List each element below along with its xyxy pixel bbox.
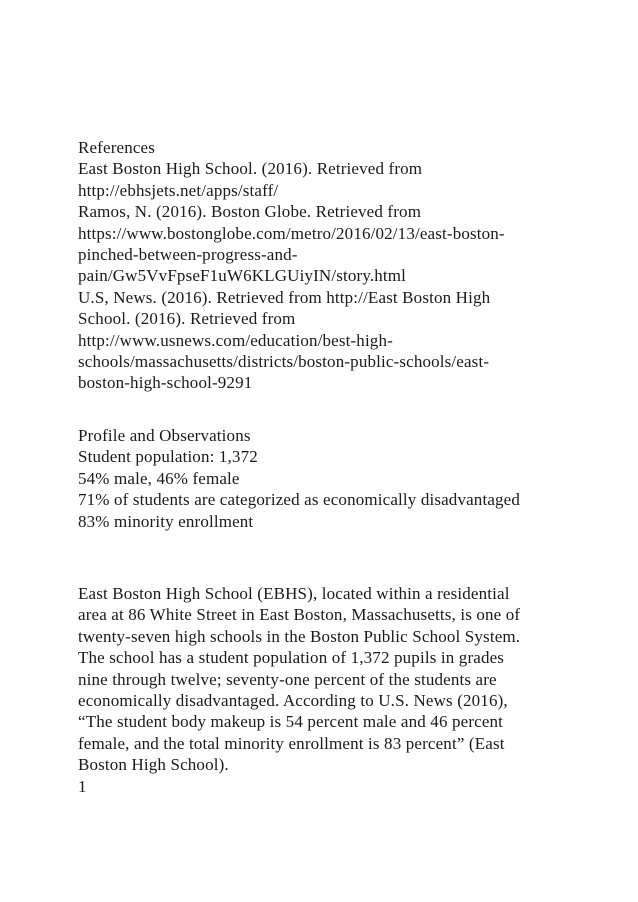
- references-heading: References: [78, 138, 156, 157]
- paragraph-line: East Boston High School (EBHS), located within a residential: [78, 584, 510, 603]
- paragraph-line: nine through twelve; seventy-one percent of the students are: [78, 669, 497, 689]
- reference-line: http://www.usnews.com/education/best-high-: [78, 330, 393, 350]
- paragraph-line: area at 86 White Street in East Boston, Massachusetts, is one of: [78, 605, 521, 625]
- reference-line: Ramos, N. (2016). Boston Globe. Retrieved from: [78, 202, 422, 222]
- body-paragraph: [78, 583, 598, 776]
- reference-line: East Boston High School. (2016). Retrieved from: [78, 159, 423, 179]
- reference-line: boston-high-school-9291: [78, 373, 253, 393]
- reference-line: https://www.bostonglobe.com/metro/2016/02/13/east-boston-: [78, 223, 505, 243]
- profile-line: 71% of students are categorized as economically disadvantaged: [78, 490, 521, 510]
- page-number: [78, 776, 598, 797]
- paragraph-line: The school has a student population of 1,372 pupils in grades: [78, 648, 505, 668]
- reference-line: School. (2016). Retrieved from: [78, 309, 296, 329]
- reference-line: schools/massachusetts/districts/boston-public-schools/east-: [78, 352, 490, 372]
- profile-heading: Profile and Observations: [78, 426, 251, 445]
- profile-line: 83% minority enrollment: [78, 511, 254, 531]
- paragraph-line: twenty-seven high schools in the Boston Public School System.: [78, 626, 521, 646]
- profile-line: 54% male, 46% female: [78, 468, 240, 488]
- references-section: [78, 137, 598, 394]
- page-number-text: 1: [78, 777, 87, 796]
- paragraph-line: “The student body makeup is 54 percent male and 46 percent: [78, 712, 504, 732]
- paragraph-line: economically disadvantaged. According to U.S. News (2016),: [78, 691, 508, 711]
- reference-line: http://ebhsjets.net/apps/staff/: [78, 180, 279, 200]
- reference-line: pinched-between-progress-and-: [78, 245, 298, 265]
- paragraph-line: female, and the total minority enrollment is 83 percent” (East: [78, 733, 505, 753]
- reference-line: pain/Gw5VvFpseF1uW6KLGUiyIN/story.html: [78, 266, 407, 286]
- profile-section: [78, 425, 598, 532]
- reference-line: U.S, News. (2016). Retrieved from http://East Boston High: [78, 287, 491, 307]
- profile-line: Student population: 1,372: [78, 447, 258, 467]
- paragraph-line: Boston High School).: [78, 755, 229, 775]
